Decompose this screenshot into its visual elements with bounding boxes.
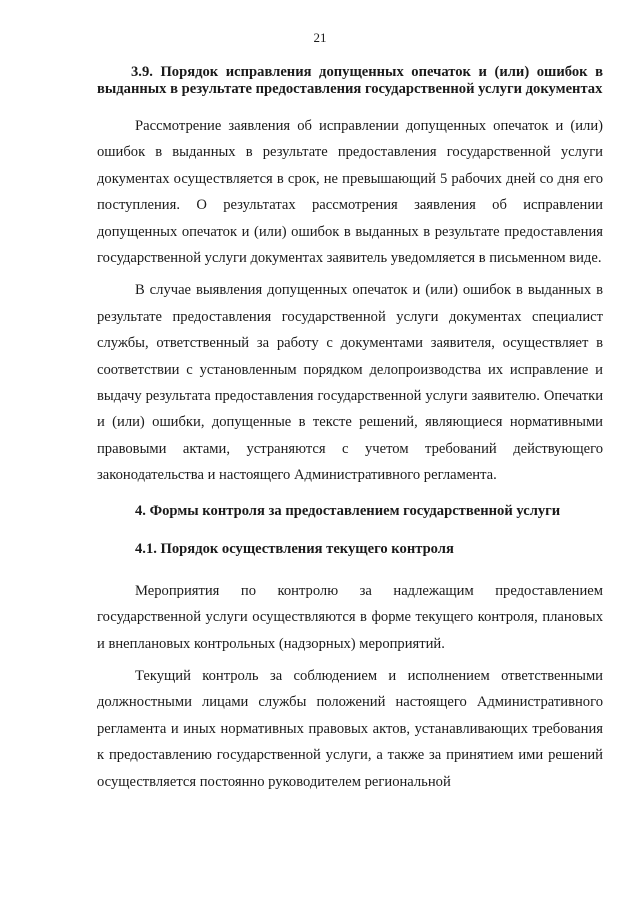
section-4-1-heading: 4.1. Порядок осуществления текущего контроля <box>135 540 454 557</box>
page-content <box>97 64 603 795</box>
section-4-heading: 4. Формы контроля за предоставлением государственной услуги <box>135 502 561 519</box>
page-number: 21 <box>313 30 327 45</box>
section-4-1-paragraph-2: Текущий контроль за соблюдением и исполнением ответственными должностными лицами службы положений настоящего Административного регламента и иных нормативных правовых актов, устанавливающих требования к предоставлению государственной услуги, а также за принятием ими решений осуществляется постоянно руководителем региональной <box>97 667 603 790</box>
section-3-9-heading: 3.9. Порядок исправления допущенных опечаток и (или) ошибок в выданных в результате предоставления государственной услуги документах <box>97 64 603 97</box>
section-4-1-paragraph-1: Мероприятия по контролю за надлежащим предоставлением государственной услуги осуществляются в форме текущего контроля, плановых и внеплановых контрольных (надзорных) мероприятий. <box>97 582 603 652</box>
section-3-9-paragraph-1: Рассмотрение заявления об исправлении допущенных опечаток и (или) ошибок в выданных в результате предоставления государственной услуги документах осуществляется в срок, не превышающий 5 рабочих дней со дня его поступления. О результатах рассмотрения заявления об исправлении допущенных опечаток и (или) ошибок в выданных в результате предоставления государственной услуги документах заявитель уведомляется в письменном виде. <box>97 118 603 267</box>
section-3-9-paragraph-2: В случае выявления допущенных опечаток и (или) ошибок в выданных в результате предоставления государственной услуги документах специалист службы, ответственный за работу с документами заявителя, осуществляет в соответствии с установленным порядком делопроизводства их исправление и выдачу результата предоставления государственной услуги заявителю. Опечатки и (или) ошибки, допущенные в тексте решений, являющиеся нормативными правовыми актами, устраняются с учетом требований действующего законодательства и настоящего Административного регламента. <box>97 282 603 484</box>
